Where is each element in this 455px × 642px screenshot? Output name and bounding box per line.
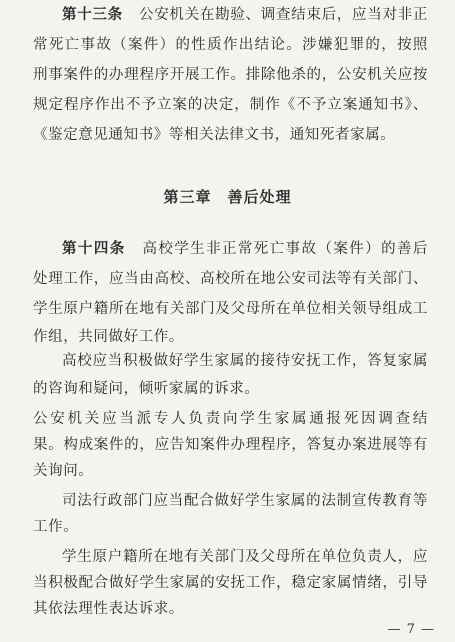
chapter-3-heading: 第三章 善后处理 (163, 188, 292, 206)
para-reception-line-1: 高校应当积极做好学生家属的接待安抚工作，答复家属 (62, 353, 428, 369)
para-judicial-line-1: 司法行政部门应当配合做好学生家属的法制宣传教育等 (62, 493, 428, 509)
article-14-line-3: 学生原户籍所在地有关部门及父母所在单位相关领导组成工 (33, 301, 428, 317)
article-14-text: 高校学生非正常死亡事故（案件）的善后 (141, 241, 428, 257)
article-14-label: 第十四条 (62, 240, 126, 257)
para-reception-line-2: 的咨询和疑问，倾听家属的诉求。 (33, 381, 260, 397)
article-13-label: 第十三条 (62, 6, 123, 23)
article-14-line-1 (62, 240, 428, 258)
article-14-line-2: 处理工作，应当由高校、高校所在地公安司法等有关部门、 (33, 271, 428, 287)
para-police-line-1: 公安机关应当派专人负责向学生家属通报死因调查结 (33, 411, 428, 427)
article-13-line-3: 刑事案件的办理程序开展工作。排除他杀的，公安机关应按 (33, 67, 428, 83)
article-14-line-4: 作组，共同做好工作。 (33, 329, 184, 345)
article-13-line-2: 常死亡事故（案件）的性质作出结论。涉嫌犯罪的，按照 (33, 37, 428, 53)
para-judicial-line-2: 工作。 (33, 519, 79, 535)
para-police-line-2: 果。构成案件的，应告知案件办理程序，答复办案进展等有 (33, 437, 428, 453)
article-13-text: 公安机关在勘验、调查结束后，应当对非正 (138, 7, 428, 23)
para-police-line-3: 关询问。 (33, 463, 94, 479)
article-13-line-4: 规定程序作出不予立案的决定，制作《不予立案通知书》、 (33, 97, 428, 113)
para-registry-line-1: 学生原户籍所在地有关部门及父母所在单位负责人，应 (62, 549, 428, 565)
article-13-line-1 (62, 6, 428, 24)
para-registry-line-3: 其依法理性表达诉求。 (33, 601, 184, 617)
page-number: — 7 — (387, 622, 435, 637)
article-13-line-5: 《鉴定意见通知书》等相关法律文书，通知死者家属。 (33, 127, 396, 143)
para-registry-line-2: 当积极配合做好学生家属的安抚工作，稳定家属情绪，引导 (33, 575, 428, 591)
